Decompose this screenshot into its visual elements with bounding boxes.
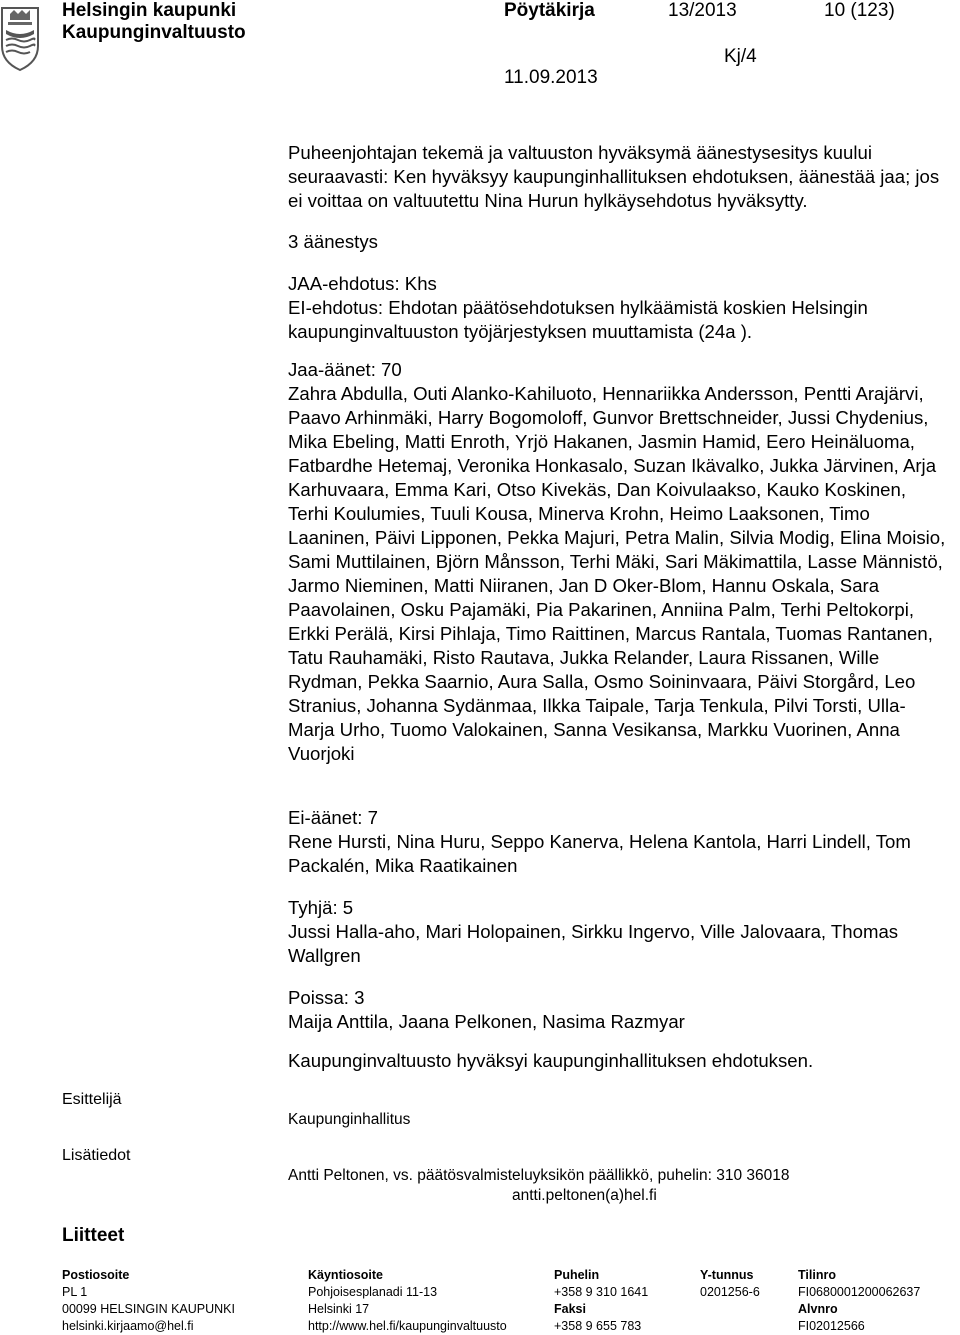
info-value: Antti Peltonen, vs. päätösvalmisteluyksikön päällikkö, puhelin: 310 36018 (288, 1167, 790, 1184)
footer-business-id (700, 1267, 760, 1301)
vote-title: 3 äänestys (288, 231, 378, 252)
yes-votes-header: Jaa-äänet: 70 (288, 359, 402, 380)
intro-text: Puheenjohtajan tekemä ja valtuuston hyväksymä äänestysesitys kuului seuraavasti: Ken hyväksyy kaupunginhallituksen ehdotuksen, äänestää jaa; jos ei voittaa on valtuutettu Nina Hurun hylkäysehdotus hyväksytty. (288, 142, 940, 211)
footer-vat-number: FI02012566 (798, 1319, 865, 1333)
footer-visit-heading: Käyntiosoite (308, 1268, 384, 1282)
footer-email[interactable]: helsinki.kirjaamo@hel.fi (62, 1319, 194, 1333)
item-code: Kj/4 (724, 46, 757, 67)
helsinki-logo (0, 4, 40, 72)
org-name: Helsingin kaupunki (62, 0, 237, 21)
footer-visit-line2: Helsinki 17 (308, 1302, 370, 1316)
blank-votes-header: Tyhjä: 5 (288, 897, 354, 918)
footer-postal-heading: Postiosoite (62, 1268, 130, 1282)
footer-website-link[interactable]: http://www.hel.fi/kaupunginvaltuusto (308, 1319, 507, 1333)
absent-header: Poissa: 3 (288, 987, 365, 1008)
info-label: Lisätiedot (62, 1147, 131, 1164)
footer-phone-heading: Puhelin (554, 1268, 600, 1282)
meeting-date: 11.09.2013 (504, 67, 598, 88)
footer-phone (554, 1267, 648, 1335)
attachments-label: Liitteet (62, 1225, 125, 1246)
footer-visit (308, 1267, 507, 1335)
absent-names: Maija Anttila, Jaana Pelkonen, Nasima Razmyar (288, 1011, 685, 1032)
blank-votes-names: Jussi Halla-aho, Mari Holopainen, Sirkku Ingervo, Ville Jalovaara, Thomas Wallgren (288, 921, 899, 966)
footer-business-id-value: 0201256-6 (700, 1285, 760, 1299)
footer-postal (62, 1267, 235, 1335)
footer-phone-number: +358 9 310 1641 (554, 1285, 649, 1299)
no-proposal: EI-ehdotus: Ehdotan päätösehdotuksen hylkäämistä koskien Helsingin kaupunginvaltuuston työjärjestyksen muuttamista (24a ). (288, 297, 868, 342)
footer-visit-line1: Pohjoisesplanadi 11-13 (308, 1285, 438, 1299)
footer-fax-heading: Faksi (554, 1302, 586, 1316)
body-name: Kaupunginvaltuusto (62, 22, 246, 43)
footer-postal-line1: PL 1 (62, 1285, 88, 1299)
yes-votes-names: Zahra Abdulla, Outi Alanko-Kahiluoto, Hennariikka Andersson, Pentti Arajärvi, Paavo Arhinmäki, Harry Bogomoloff, Gunvor Brettschneider, Jussi Chydenius, Mika Ebeling, Matti Enroth, Yrjö Hakanen, Jasmin Hamid, Eero Heinäluoma, Fatbardhe Hetemaj, Veronika Honkasalo, Suzan Ikävalko, Jukka Järvinen, Arja Karhuvaara, Emma Kari, Otso Kivekäs, Dan Koivulaakso, Kauko Koskinen, Terhi Koulumies, Tuuli Kousa, Minerva Krohn, Heimo Laaksonen, Timo Laaninen, Päivi Lipponen, Pekka Majuri, Petra Malin, Silvia Modig, Elina Moisio, Sami Muttilainen, Björn Månsson, Terhi Mäki, Sari Mäkimattila, Lasse Männistö, Jarmo Nieminen, Matti Niiranen, Jan D Oker-Blom, Hannu Oskala, Sara Paavolainen, Osku Pajamäki, Pia Pakarinen, Anniina Palm, Terhi Peltokorpi, Erkki Perälä, Kirsi Pihlaja, Timo Raittinen, Marcus Rantala, Tuomas Rantanen, Tatu Rauhamäki, Risto Rautava, Jukka Relander, Laura Rissanen, Wille Rydman, Pekka Saarnio, Aura Salla, Osmo Soininvaara, Päivi Storgård, Leo Stranius, Johanna Sydänmaa, Ilkka Taipale, Tarja Tenkula, Pilvi Torsti, Ulla-Marja Urho, Tuomo Valokainen, Sanna Vesikansa, Markku Vuorinen, Anna Vuorjoki (288, 383, 946, 764)
footer-postal-line2: 00099 HELSINGIN KAUPUNKI (62, 1302, 235, 1316)
presenter-value: Kaupunginhallitus (288, 1111, 411, 1128)
footer-vat-heading: Alvnro (798, 1302, 838, 1316)
page-number: 10 (123) (824, 0, 895, 21)
doc-type: Pöytäkirja (504, 0, 595, 21)
info-email[interactable]: antti.peltonen(a)hel.fi (512, 1187, 657, 1204)
footer-business-id-heading: Y-tunnus (700, 1268, 754, 1282)
footer-fax-number: +358 9 655 783 (554, 1319, 642, 1333)
intro-paragraph (288, 141, 948, 213)
no-votes-names: Rene Hursti, Nina Huru, Seppo Kanerva, Helena Kantola, Harri Lindell, Tom Packalén, Mika Raatikainen (288, 831, 911, 876)
footer-account-heading: Tilinro (798, 1268, 836, 1282)
footer-account (798, 1267, 920, 1335)
decision-text: Kaupunginvaltuusto hyväksyi kaupunginhallituksen ehdotuksen. (288, 1050, 814, 1071)
meeting-number: 13/2013 (668, 0, 737, 21)
footer-account-number: FI0680001200062637 (798, 1285, 921, 1299)
no-votes-header: Ei-äänet: 7 (288, 807, 378, 828)
presenter-label: Esittelijä (62, 1091, 122, 1108)
yes-proposal: JAA-ehdotus: Khs (288, 273, 437, 294)
